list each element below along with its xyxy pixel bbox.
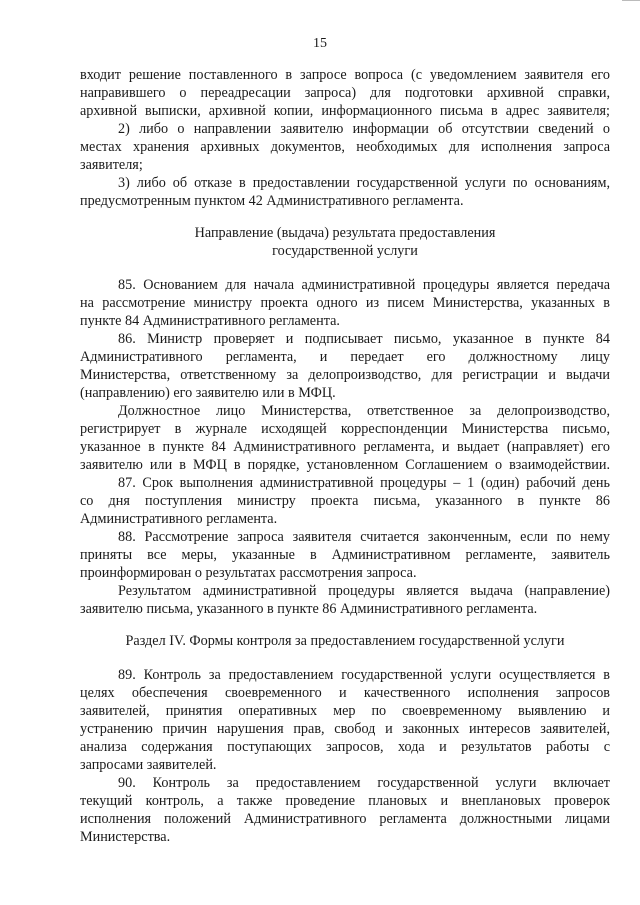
text-line: Должностное лицо Министерства, ответственное за делопроизводство,	[118, 403, 610, 419]
text-line: 85. Основанием для начала административной процедуры является передача	[118, 277, 610, 293]
text-line: Административного регламента, и передает его должностному лицу	[80, 349, 610, 365]
text-line: со дня поступления министру проекта письма, указанного в пункте 86	[80, 493, 610, 509]
text-line: Результатом административной процедуры является выдача (направление)	[118, 583, 610, 599]
text-line: Министерства.	[80, 829, 171, 845]
section-heading: Направление (выдача) результата предоставления	[194, 225, 496, 241]
section-heading: Раздел IV. Формы контроля за предоставлением государственной услуги	[125, 633, 565, 649]
text-line: заявителя;	[80, 157, 143, 173]
text-line: 88. Рассмотрение запроса заявителя считается законченным, если по нему	[118, 529, 610, 545]
text-line: заявителю или в МФЦ в порядке, установленном Соглашением о взаимодействии.	[80, 457, 610, 473]
text-line: запросами заявителей.	[80, 757, 217, 773]
text-line: 3) либо об отказе в предоставлении государственной услуги по основаниям,	[118, 175, 610, 191]
text-line: проинформирован о результатах рассмотрения запроса.	[80, 565, 417, 581]
text-line: местах хранения архивных документов, необходимых для исполнения запроса	[80, 139, 610, 155]
text-line: заявителей, принятия оперативных мер по своевременному выявлению и	[80, 703, 610, 719]
text-line: текущий контроль, а также проведение плановых и внеплановых проверок	[80, 793, 610, 809]
text-line: направившего о переадресации запроса) для подготовки архивной справки,	[80, 85, 610, 101]
text-line: предусмотренным пунктом 42 Административного регламента.	[80, 193, 464, 209]
text-line: 86. Министр проверяет и подписывает письмо, указанное в пункте 84	[118, 331, 610, 347]
text-line: Административного регламента.	[80, 511, 278, 527]
text-line: Министерства, ответственному за делопроизводство, для регистрации и выдачи	[80, 367, 610, 383]
text-line: 89. Контроль за предоставлением государственной услуги осуществляется в	[118, 667, 610, 683]
text-line: пункте 84 Административного регламента.	[80, 313, 340, 329]
text-line: устранению причин нарушения прав, свобод и законных интересов заявителей,	[80, 721, 610, 737]
text-line: регистрирует в журнале исходящей корреспонденции Министерства письмо,	[80, 421, 610, 437]
text-line: анализа содержания поступающих запросов, хода и результатов работы с	[80, 739, 610, 755]
text-line: приняты все меры, указанные в Административном регламенте, заявитель	[80, 547, 610, 563]
text-line: указанное в пункте 84 Административного регламента, и выдает (направляет) его	[80, 439, 610, 455]
text-line: целях обеспечения своевременного и качественного исполнения запросов	[80, 685, 610, 701]
text-line: входит решение поставленного в запросе вопроса (с уведомлением заявителя его	[80, 67, 610, 83]
text-line: на рассмотрение министру проекта одного из писем Министерства, указанных в	[80, 295, 610, 311]
text-line: 87. Срок выполнения административной процедуры – 1 (один) рабочий день	[118, 475, 610, 491]
text-line: заявителю письма, указанного в пункте 86 Административного регламента.	[80, 601, 538, 617]
text-line: архивной выписки, архивной копии, информационного письма в адрес заявителя;	[80, 103, 610, 119]
text-line: (направлению) его заявителю или в МФЦ.	[80, 385, 336, 401]
text-line: исполнения положений Административного регламента должностными лицами	[80, 811, 610, 827]
text-line: 2) либо о направлении заявителю информации об отсутствии сведений о	[118, 121, 610, 137]
page-number: 15	[313, 36, 327, 51]
text-line: 90. Контроль за предоставлением государственной услуги включает	[118, 775, 610, 791]
section-heading: государственной услуги	[272, 243, 418, 259]
scan-corner-mark	[622, 0, 640, 5]
